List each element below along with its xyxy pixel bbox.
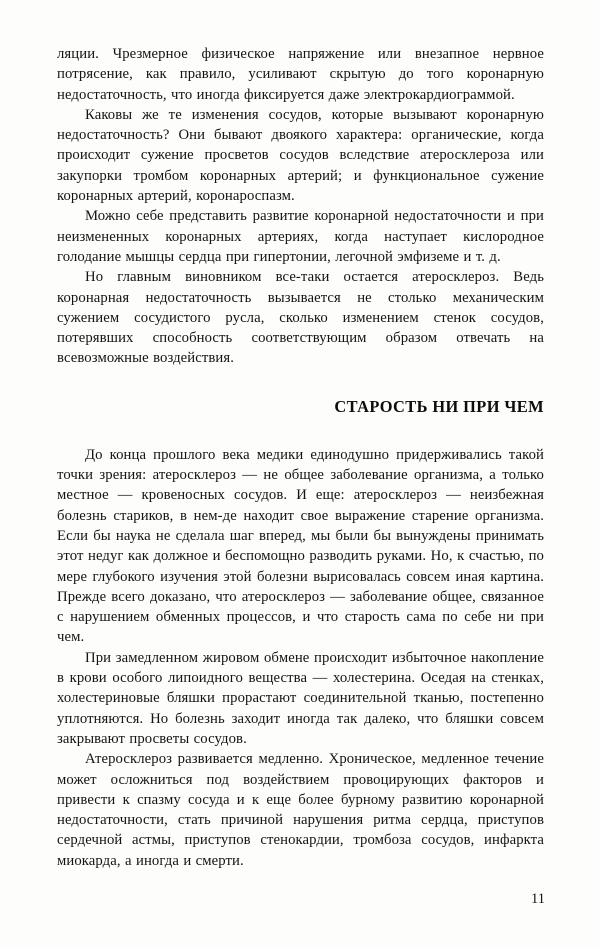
paragraph: При замедленном жировом обмене происходит избыточное накопление в крови особого липоидного вещества — холестерина. Оседая на стенках, холестериновые бляшки прорастают соединительной тканью, постепенно уплотняются. Но болезнь заходит иногда так далеко, что бляшки совсем закрывают просветы сосудов.: [57, 649, 544, 747]
paragraph: Атеросклероз развивается медленно. Хроническое, медленное течение может осложниться под воздействием провоцирующих факторов и привести к спазму сосуда и к еще более бурному развитию коронарной недостаточности, стать причиной нарушения ритма сердца, приступов сердечной астмы, приступов стенокардии, тромбоза сосудов, инфаркта миокарда, а иногда и смерти.: [57, 751, 544, 869]
page-text-column: [57, 44, 544, 871]
spacer-before-heading: [57, 369, 544, 397]
spacer-after-heading: [57, 417, 544, 445]
paragraph: Но главным виновником все-таки остается атеросклероз. Ведь коронарная недостаточность вызывается не столько механическим сужением сосудистого русла, сколько изменением стенок сосудов, потерявших способность соответствующим образом отвечать на всевозможные воздействия.: [57, 269, 544, 367]
page-number: 11: [531, 891, 545, 907]
section-heading: СТАРОСТЬ НИ ПРИ ЧЕМ: [334, 396, 544, 416]
paragraph: Можно себе представить развитие коронарной недостаточности и при неизмененных коронарных артериях, когда наступает кислородное голодание мышцы сердца при гипертонии, легочной эмфиземе и т. д.: [57, 208, 544, 265]
paragraph: До конца прошлого века медики единодушно придерживались такой точки зрения: атеросклероз — не общее заболевание организма, а только местное — кровеносных сосудов. И еще: атеросклероз — неизбежная болезнь стариков, в нем-де находит свое выражение старение организма. Если бы наука не сделала шаг вперед, мы были бы вынуждены принимать этот недуг как должное и беспомощно разводить руками. Но, к счастью, по мере глубокого изучения этой болезни вырисовалась совсем иная картина. Прежде всего доказано, что атеросклероз — заболевание общее, связанное с нарушением обменных процессов, и что старость сама по себе ни при чем.: [57, 446, 544, 646]
paragraph-continuation: ляции. Чрезмерное физическое напряжение или внезапное нервное потрясение, как правило, усиливают скрытую до того коронарную недостаточность, что иногда фиксируется даже электрокардиограммой.: [57, 46, 544, 103]
paragraph: Каковы же те изменения сосудов, которые вызывают коронарную недостаточность? Они бывают двоякого характера: органические, когда происходит сужение просветов сосудов вследствие атеросклероза или закупорки тромбом коронарных артерий; и функциональное сужение коронарных артерий, коронароспазм.: [57, 106, 544, 205]
